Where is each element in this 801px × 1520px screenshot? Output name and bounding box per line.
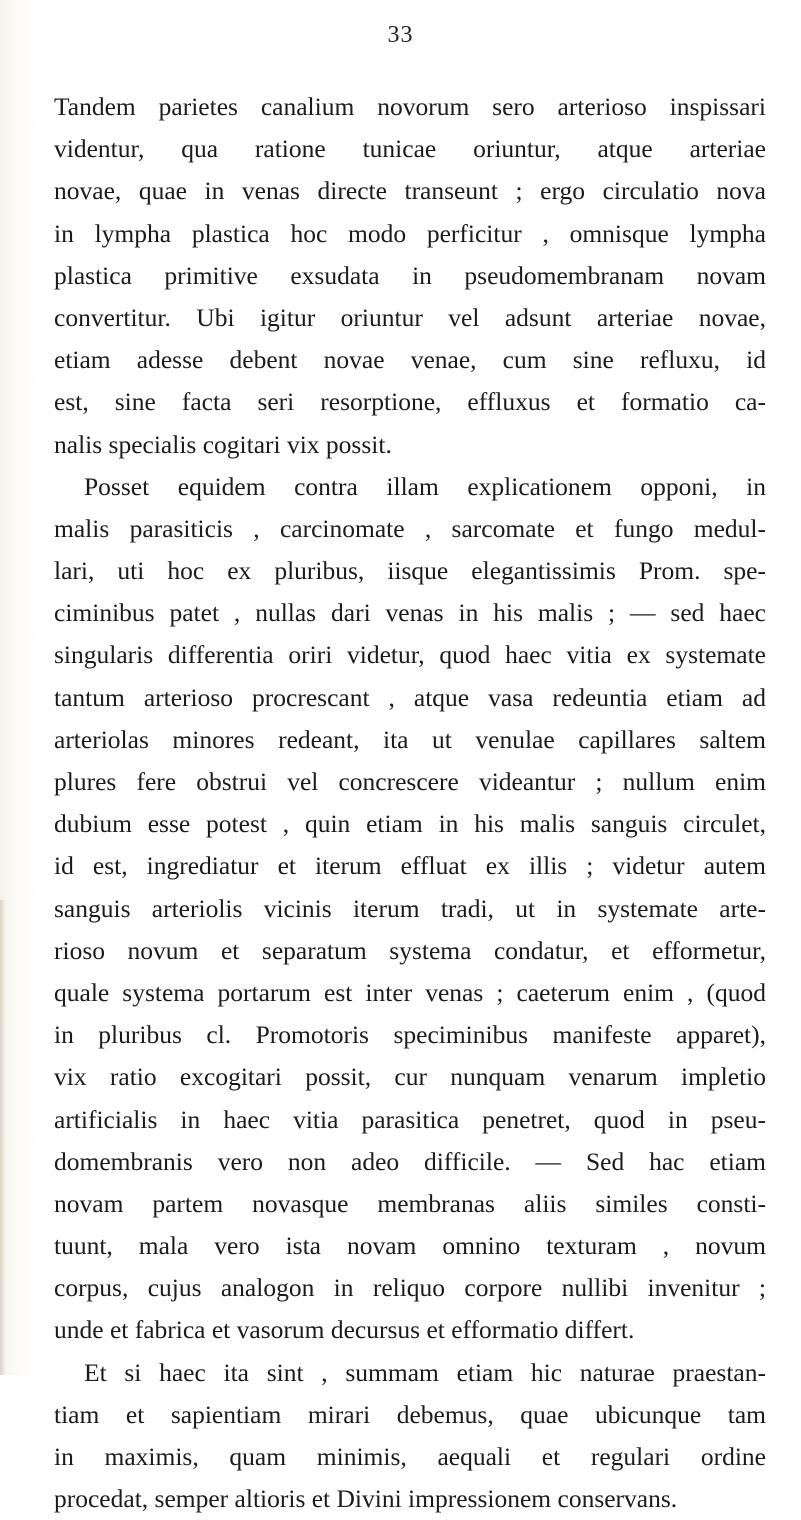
text-line: tuunt, mala vero ista novam omnino texturam , novum [54, 1231, 766, 1261]
text-line: corpus, cujus analogon in reliquo corpore nullibi invenitur ; [54, 1273, 766, 1303]
text-line: singularis differentia oriri videtur, quod haec vitia ex systemate [54, 640, 766, 670]
text-line: novae, quae in venas directe transeunt ; ergo circulatio nova [54, 176, 766, 206]
text-line: plastica primitive exsudata in pseudomembranam novam [54, 260, 766, 290]
page-number: 33 [387, 22, 414, 48]
text-line: sanguis arteriolis vicinis iterum tradi, ut in systemate arte- [54, 893, 766, 923]
text-line: ciminibus patet , nullas dari venas in his malis ; — sed haec [54, 598, 766, 628]
text-line: etiam adesse debent novae venae, cum sine refluxu, id [54, 345, 766, 375]
text-line: Tandem parietes canalium novorum sero arterioso inspissari [54, 92, 766, 121]
page-binding-shadow [0, 900, 6, 1375]
text-line: arteriolas minores redeant, ita ut venulae capillares saltem [54, 724, 766, 754]
text-line: in maximis, quam minimis, aequali et regulari ordine [54, 1442, 766, 1471]
text-line: unde et fabrica et vasorum decursus et efformatio differt. [54, 1315, 635, 1345]
text-line: procedat, semper altioris et Divini impressionem conservans. [54, 1484, 678, 1514]
text-line: in lympha plastica hoc modo perficitur , omnisque lympha [54, 218, 766, 248]
body-text [54, 86, 766, 1520]
text-line: lari, uti hoc ex pluribus, iisque elegantissimis Prom. spe- [54, 556, 766, 586]
text-line: domembranis vero non adeo difficile. — Sed hac etiam [54, 1146, 766, 1176]
text-line: quale systema portarum est inter venas ; caeterum enim , (quod [54, 977, 766, 1007]
text-line: rioso novum et separatum systema condatur, et efformetur, [54, 935, 766, 965]
text-line: malis parasiticis , carcinomate , sarcomate et fungo medul- [54, 513, 766, 543]
text-line: vix ratio excogitari possit, cur nunquam venarum impletio [54, 1062, 766, 1092]
text-line: dubium esse potest , quin etiam in his malis sanguis circulet, [54, 809, 766, 839]
paragraph [54, 1352, 766, 1520]
text-line: artificialis in haec vitia parasitica penetret, quod in pseu- [54, 1104, 766, 1134]
text-line: id est, ingrediatur et iterum effluat ex illis ; videtur autem [54, 851, 766, 881]
text-line: plures fere obstrui vel concrescere videantur ; nullum enim [54, 767, 766, 796]
text-line: convertitur. Ubi igitur oriuntur vel adsunt arteriae novae, [54, 302, 766, 332]
text-line: tantum arterioso procrescant , atque vasa redeuntia etiam ad [54, 682, 766, 712]
text-line: Et si haec ita sint , summam etiam hic naturae praestan- [84, 1357, 766, 1387]
text-line: tiam et sapientiam mirari debemus, quae ubicunque tam [54, 1399, 766, 1429]
text-line: novam partem novasque membranas aliis similes consti- [54, 1188, 766, 1218]
text-line: videntur, qua ratione tunicae oriuntur, atque arteriae [54, 134, 766, 164]
text-line: nalis specialis cogitari vix possit. [54, 429, 392, 459]
paragraph [54, 466, 766, 1352]
text-line: in pluribus cl. Promotoris speciminibus manifeste apparet), [54, 1020, 766, 1050]
text-line: Posset equidem contra illam explicationem opponi, in [84, 471, 766, 501]
paragraph [54, 86, 766, 466]
text-line: est, sine facta seri resorptione, effluxus et formatio ca- [54, 387, 766, 417]
